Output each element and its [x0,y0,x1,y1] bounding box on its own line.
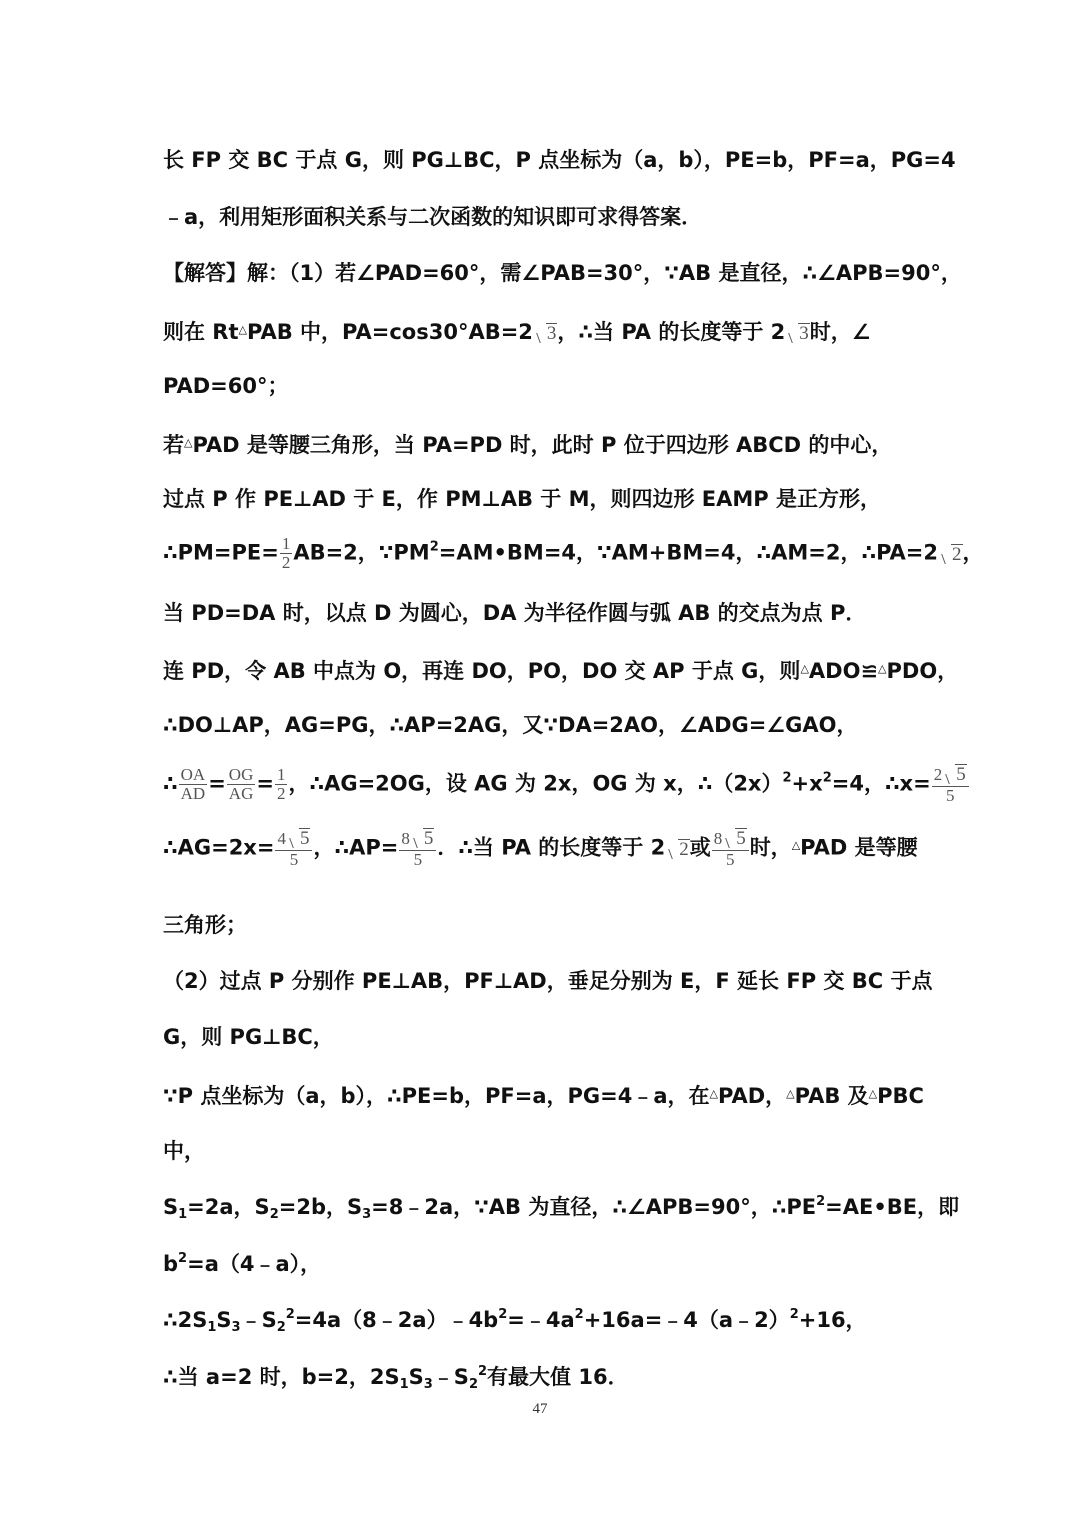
text-line-3: 【解答】解：（1）若∠PAD=60°，需∠PAB=30°，∵AB 是直径，∴∠APB=90°， [163,261,962,285]
text-line-5: PAD=60°； [163,374,289,398]
text-line-21: $\therefore 2S_1S_3﹣S_2^2=4a(8﹣2a)﹣4b^2=﹣4a^2+16a=﹣4(a﹣2)^2+16$， [163,1307,867,1335]
text-line-7: 过点 P 作 PE⊥AD 于 E，作 PM⊥AB 于 M，则四边形 EAMP 是正方形， [163,487,881,511]
text-line-22: ∴当 a=2 时，b=2，$2S_1S_3﹣S_2^2$有最大值 16． [163,1364,629,1392]
text-line-9: 当 PD=DA 时，以点 D 为圆心，DA 为半径作圆与弧 AB 的交点为点 P． [163,601,867,625]
fraction-8sqrt5-5: $\frac{8 5}{5}$ [399,828,436,869]
text-line-4: 则在 Rt△PAB 中，PA=cos30°AB=2 3，∴当 PA 的长度等于 2 3时，∠ [163,320,871,344]
text-line-2: ﹣a，利用矩形面积关系与二次函数的知识即可求得答案． [163,205,703,229]
fraction-one-half-b: $\frac{1}{2}$ [276,765,286,803]
fraction-8sqrt5-5-b: $\frac{8 5}{5}$ [712,828,749,869]
text-line-18: 中， [163,1139,205,1163]
sqrt-3: 3 [533,323,558,345]
sqrt-3-b: 3 [785,323,810,345]
text-line-10: 连 PD，令 AB 中点为 O，再连 DO，PO，DO 交 AP 于点 G，则△ADO≌△PDO， [163,659,959,683]
text-line-20: $b^2=a(4﹣a)$， [163,1251,322,1276]
text-line-12: ∴ $\frac{OA}{AD}$ = $\frac{OG}{AG}$ = $\frac{1}{2}$ ，∴AG=2OG，设 AG 为 2x，OG 为 x，$\therefore(2x)^2+x^2=4$，∴x= $\frac{2 5}{5}$ [163,764,933,805]
fraction-og-ag: $\frac{OG}{AG}$ [228,765,254,803]
sqrt-2: 2 [938,544,963,566]
sqrt-2-b: 2 [665,839,690,861]
fraction-4sqrt5-5: $\frac{4 5}{5}$ [275,828,312,869]
page-number: 47 [532,1401,548,1417]
fraction-2sqrt5-5: $\frac{2 5}{5}$ [932,764,969,805]
text-line-6: 若△PAD 是等腰三角形，当 PA=PD 时，此时 P 位于四边形 ABCD 的中心， [163,433,893,457]
text-line-11: ∴DO⊥AP，AG=PG，∴AP=2AG，又∵DA=2AO，∠ADG=∠GAO， [163,713,858,737]
fraction-one-half: $\frac{1}{2}$ [281,534,291,572]
text-line-1: 长 FP 交 BC 于点 G，则 PG⊥BC，P 点坐标为（a，b），PE=b，PF=a，PG=4 [163,148,956,172]
text-line-13: ∴AG=2x= $\frac{4 5}{5}$ ，∴AP= $\frac{8 5}{5}$ ．∴当 PA 的长度等于 2 2或 $\frac{8 5}{5}$ 时，△PAD 是等腰 [163,828,918,869]
text-line-14: 三角形； [163,913,247,937]
text-line-17: ∵P 点坐标为（a，b），∴PE=b，PF=a，PG=4﹣a，在△PAD，△PAB 及△PBC [163,1084,924,1108]
text-line-15: （2）过点 P 分别作 PE⊥AB，PF⊥AD，垂足分别为 E，F 延长 FP 交 BC 于点 [163,969,933,993]
text-line-8: ∴PM=PE= $\frac{1}{2}$ AB=2，$\because PM^2=AM•BM=4$，∵AM+BM=4，∴AM=2，∴PA=2 2， [163,534,984,572]
fraction-oa-ad: $\frac{OA}{AD}$ [180,765,206,803]
text-line-16: G，则 PG⊥BC， [163,1025,334,1049]
text-line-19: $S_1=2a$，$S_2=2b$，$S_3=8﹣2a$，∵AB 为直径，∴∠APB=90°，$\therefore PE^2=AE•BE$，即 [163,1194,960,1222]
